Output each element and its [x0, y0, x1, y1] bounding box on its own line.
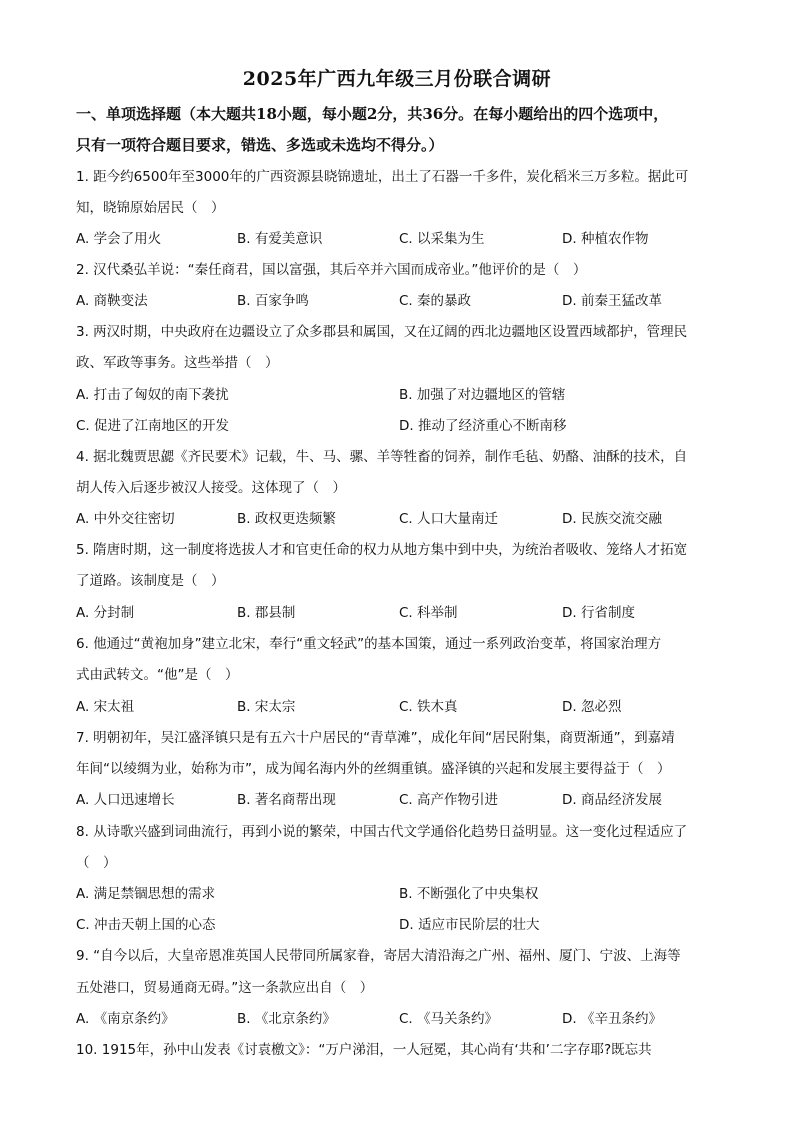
question-10-stem: 10. 1915年，孙中山发表《讨袁檄文》：“万户涕泪，一人冠冕，其心尚有‘共和’二字存耶?既忘共: [76, 1042, 652, 1058]
question-2-option-c: C. 秦的暴政: [399, 293, 472, 309]
question-7-option-d: D. 商品经济发展: [562, 792, 662, 808]
question-1-option-c: C. 以采集为生: [399, 231, 485, 247]
question-5-option-a: A. 分封制: [76, 605, 135, 621]
question-4-stem: 胡人传入后逐步被汉人接受。这体现了（ ）: [76, 480, 346, 496]
question-3-option-b: B. 加强了对边疆地区的管辖: [399, 387, 566, 403]
question-3-stem: 政、军政等事务。这些举措（ ）: [76, 355, 279, 371]
question-4-option-b: B. 政权更迭频繁: [237, 511, 336, 527]
question-8-stem: （ ）: [76, 855, 117, 871]
question-6-stem: 式由武转文。“他”是（ ）: [76, 667, 239, 683]
question-4-option-d: D. 民族交流交融: [562, 511, 662, 527]
question-5-option-d: D. 行省制度: [562, 605, 635, 621]
question-5-option-c: C. 科举制: [399, 605, 458, 621]
question-1-option-a: A. 学会了用火: [76, 231, 162, 247]
question-7-option-c: C. 高产作物引进: [399, 792, 499, 808]
question-7-stem: 年间“以绫绸为业，始称为市”，成为闻名海内外的丝绸重镇。盛泽镇的兴起和发展主要得益于（ ）: [76, 761, 671, 777]
question-3-stem: 3. 两汉时期，中央政府在边疆设立了众多郡县和属国，又在辽阔的西北边疆地区设置西域都护，管理民: [76, 324, 688, 340]
question-6-option-d: D. 忽必烈: [562, 699, 622, 715]
question-2-option-a: A. 商鞅变法: [76, 293, 148, 309]
question-3-option-c: C. 促进了江南地区的开发: [76, 418, 230, 434]
question-8-stem: 8. 从诗歌兴盛到词曲流行，再到小说的繁荣，中国古代文学通俗化趋势日益明显。这一变化过程适应了: [76, 824, 688, 840]
question-3-option-d: D. 推动了经济重心不断南移: [399, 418, 567, 434]
question-6-stem: 6. 他通过“黄袍加身”建立北宋，奉行“重文轻武”的基本国策，通过一系列政治变革，将国家治理方: [76, 636, 662, 652]
question-7-option-a: A. 人口迅速增长: [76, 792, 175, 808]
question-1-stem: 1. 距今约6500年至3000年的广西资源县晓锦遗址，出土了石器一千多件，炭化稻米三万多粒。据此可: [76, 169, 689, 185]
question-5-option-b: B. 郡县制: [237, 605, 296, 621]
question-6-option-a: A. 宋太祖: [76, 699, 135, 715]
question-6-option-b: B. 宋太宗: [237, 699, 296, 715]
question-9-stem: 五处港口，贸易通商无碍。”这一条款应出自（ ）: [76, 980, 374, 996]
question-8-option-d: D. 适应市民阶层的壮大: [399, 917, 540, 933]
question-9-option-c: C. 《马关条约》: [399, 1011, 499, 1027]
question-5-stem: 了道路。该制度是（ ）: [76, 573, 225, 589]
question-4-option-a: A. 中外交往密切: [76, 511, 175, 527]
section-instruction-line-2: 只有一项符合题目要求，错选、多选或未选均不得分。）: [76, 136, 444, 154]
section-instruction-line-1: 一、单项选择题（本大题共18小题，每小题2分，共36分。在每小题给出的四个选项中，: [76, 105, 669, 123]
question-7-option-b: B. 著名商帮出现: [237, 792, 336, 808]
page-title: 2025年广西九年级三月份联合调研: [242, 68, 552, 90]
question-8-option-c: C. 冲击天朝上国的心态: [76, 917, 216, 933]
question-9-option-b: B. 《北京条约》: [237, 1011, 336, 1027]
question-8-option-b: B. 不断强化了中央集权: [399, 886, 539, 902]
question-9-stem: 9. “自今以后，大皇帝恩准英国人民带同所属家眷，寄居大清沿海之广州、福州、厦门、宁波、上海等: [76, 948, 681, 964]
question-1-option-b: B. 有爱美意识: [237, 231, 323, 247]
question-1-stem: 知，晓锦原始居民（ ）: [76, 200, 225, 216]
question-9-option-d: D. 《辛丑条约》: [562, 1011, 662, 1027]
question-5-stem: 5. 隋唐时期，这一制度将选拔人才和官吏任命的权力从地方集中到中央，为统治者吸收、笼络人才拓宽: [76, 542, 688, 558]
question-4-option-c: C. 人口大量南迁: [399, 511, 499, 527]
question-7-stem: 7. 明朝初年，吴江盛泽镇只是有五六十户居民的“青草滩”，成化年间“居民附集，商贾渐通”，到嘉靖: [76, 730, 675, 746]
question-1-option-d: D. 种植农作物: [562, 231, 649, 247]
question-2-option-b: B. 百家争鸣: [237, 293, 309, 309]
question-9-option-a: A. 《南京条约》: [76, 1011, 175, 1027]
question-2-option-d: D. 前秦王猛改革: [562, 293, 662, 309]
question-6-option-c: C. 铁木真: [399, 699, 458, 715]
question-3-option-a: A. 打击了匈奴的南下袭扰: [76, 387, 229, 403]
question-8-option-a: A. 满足禁锢思想的需求: [76, 886, 216, 902]
question-4-stem: 4. 据北魏贾思勰《齐民要术》记载，牛、马、骡、羊等牲畜的饲养，制作毛毡、奶酪、油酥的技术，自: [76, 449, 688, 465]
question-2-stem: 2. 汉代桑弘羊说：“秦任商君，国以富强，其后卒并六国而成帝业。”他评价的是（ ）: [76, 262, 587, 278]
